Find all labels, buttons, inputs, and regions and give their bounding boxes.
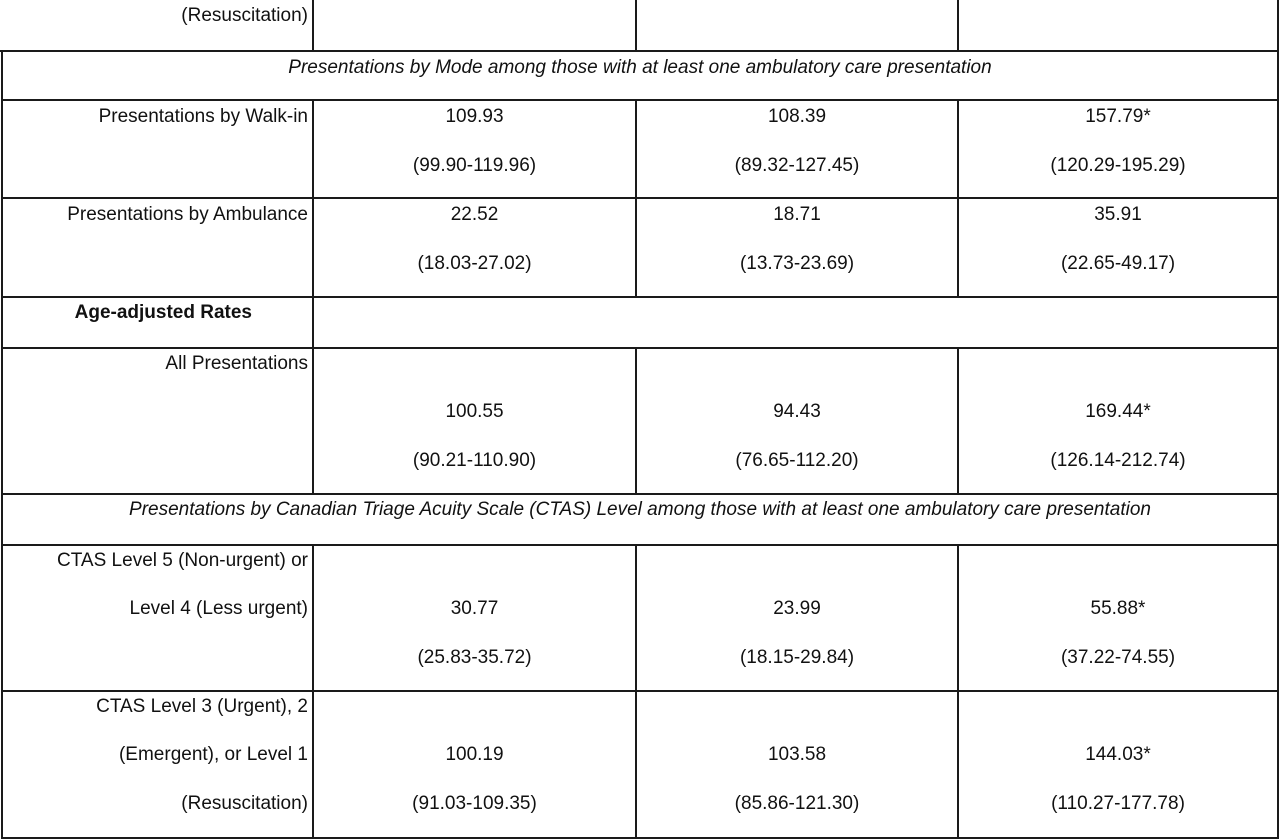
table-cell <box>957 544 1279 692</box>
confidence-interval: (89.32-127.45) <box>734 155 860 176</box>
confidence-interval: (120.29-195.29) <box>1050 155 1186 176</box>
rate-value: 35.91 <box>1094 204 1142 225</box>
row-label-line: (Resuscitation) <box>181 793 308 814</box>
row-label-line: CTAS Level 3 (Urgent), 2 <box>96 696 308 717</box>
table-cell <box>312 197 637 298</box>
confidence-interval: (18.03-27.02) <box>417 253 532 274</box>
confidence-interval: (25.83-35.72) <box>417 647 532 668</box>
confidence-interval: (85.86-121.30) <box>734 793 860 814</box>
rate-value: 169.44* <box>1085 401 1151 422</box>
section-header-text: Presentations by Mode among those with at least one ambulatory care presentation <box>288 57 992 78</box>
table-cell <box>312 544 637 692</box>
table-cell <box>312 99 637 199</box>
section-header <box>1 493 1279 546</box>
table-cell <box>957 690 1279 839</box>
rate-value: 103.58 <box>767 744 827 765</box>
table-cell <box>635 197 959 298</box>
table-cell <box>957 0 1279 52</box>
table-cell-label <box>1 197 314 298</box>
table-cell <box>312 690 637 839</box>
rate-value: 94.43 <box>773 401 821 422</box>
row-label-line: CTAS Level 5 (Non-urgent) or <box>57 550 308 571</box>
rate-value: 30.77 <box>450 598 499 619</box>
table-cell-label <box>1 99 314 199</box>
table-cell-label <box>1 690 314 839</box>
confidence-interval: (110.27-177.78) <box>1051 793 1185 814</box>
rate-value: 100.55 <box>445 401 504 422</box>
row-label: Presentations by Ambulance <box>67 204 308 225</box>
row-label: All Presentations <box>165 353 308 374</box>
rate-value: 109.93 <box>445 106 504 127</box>
rate-value: 157.79* <box>1085 106 1151 127</box>
confidence-interval: (99.90-119.96) <box>412 155 537 176</box>
section-header-text: Presentations by Canadian Triage Acuity Scale (CTAS) Level among those with at least one ambulatory care presentation <box>129 499 1151 520</box>
table-cell <box>635 544 959 692</box>
rate-value: 100.19 <box>445 744 504 765</box>
confidence-interval: (90.21-110.90) <box>412 450 537 471</box>
table-cell <box>312 296 1279 349</box>
confidence-interval: (13.73-23.69) <box>739 253 855 274</box>
confidence-interval: (22.65-49.17) <box>1060 253 1176 274</box>
rate-value: 18.71 <box>773 204 821 225</box>
confidence-interval: (76.65-112.20) <box>735 450 859 471</box>
table-cell <box>957 99 1279 199</box>
confidence-interval: (18.15-29.84) <box>739 647 855 668</box>
confidence-interval: (91.03-109.35) <box>412 793 537 814</box>
table-cell <box>635 347 959 495</box>
row-label-line: Level 4 (Less urgent) <box>129 598 308 619</box>
rate-value: 22.52 <box>450 204 499 225</box>
table-cell <box>635 690 959 839</box>
rate-value: 108.39 <box>767 106 827 127</box>
group-heading: Age-adjusted Rates <box>74 302 252 323</box>
section-header <box>1 50 1279 101</box>
row-label-line: (Emergent), or Level 1 <box>118 744 308 765</box>
rate-value: 55.88* <box>1090 598 1146 619</box>
confidence-interval: (37.22-74.55) <box>1060 647 1176 668</box>
table-cell-label <box>1 544 314 692</box>
table-cell-label <box>0 0 314 52</box>
rate-value: 23.99 <box>773 598 821 619</box>
table-cell <box>635 0 959 52</box>
table-cell <box>957 347 1279 495</box>
row-label: Presentations by Walk-in <box>98 106 308 127</box>
table-cell <box>957 197 1279 298</box>
table-cell <box>635 99 959 199</box>
rate-value: 144.03* <box>1085 744 1151 765</box>
row-label: (Resuscitation) <box>181 5 308 26</box>
table-cell <box>312 0 637 52</box>
table-cell <box>312 347 637 495</box>
confidence-interval: (126.14-212.74) <box>1050 450 1186 471</box>
table-cell-label <box>1 296 314 349</box>
table-cell-label <box>1 347 314 495</box>
